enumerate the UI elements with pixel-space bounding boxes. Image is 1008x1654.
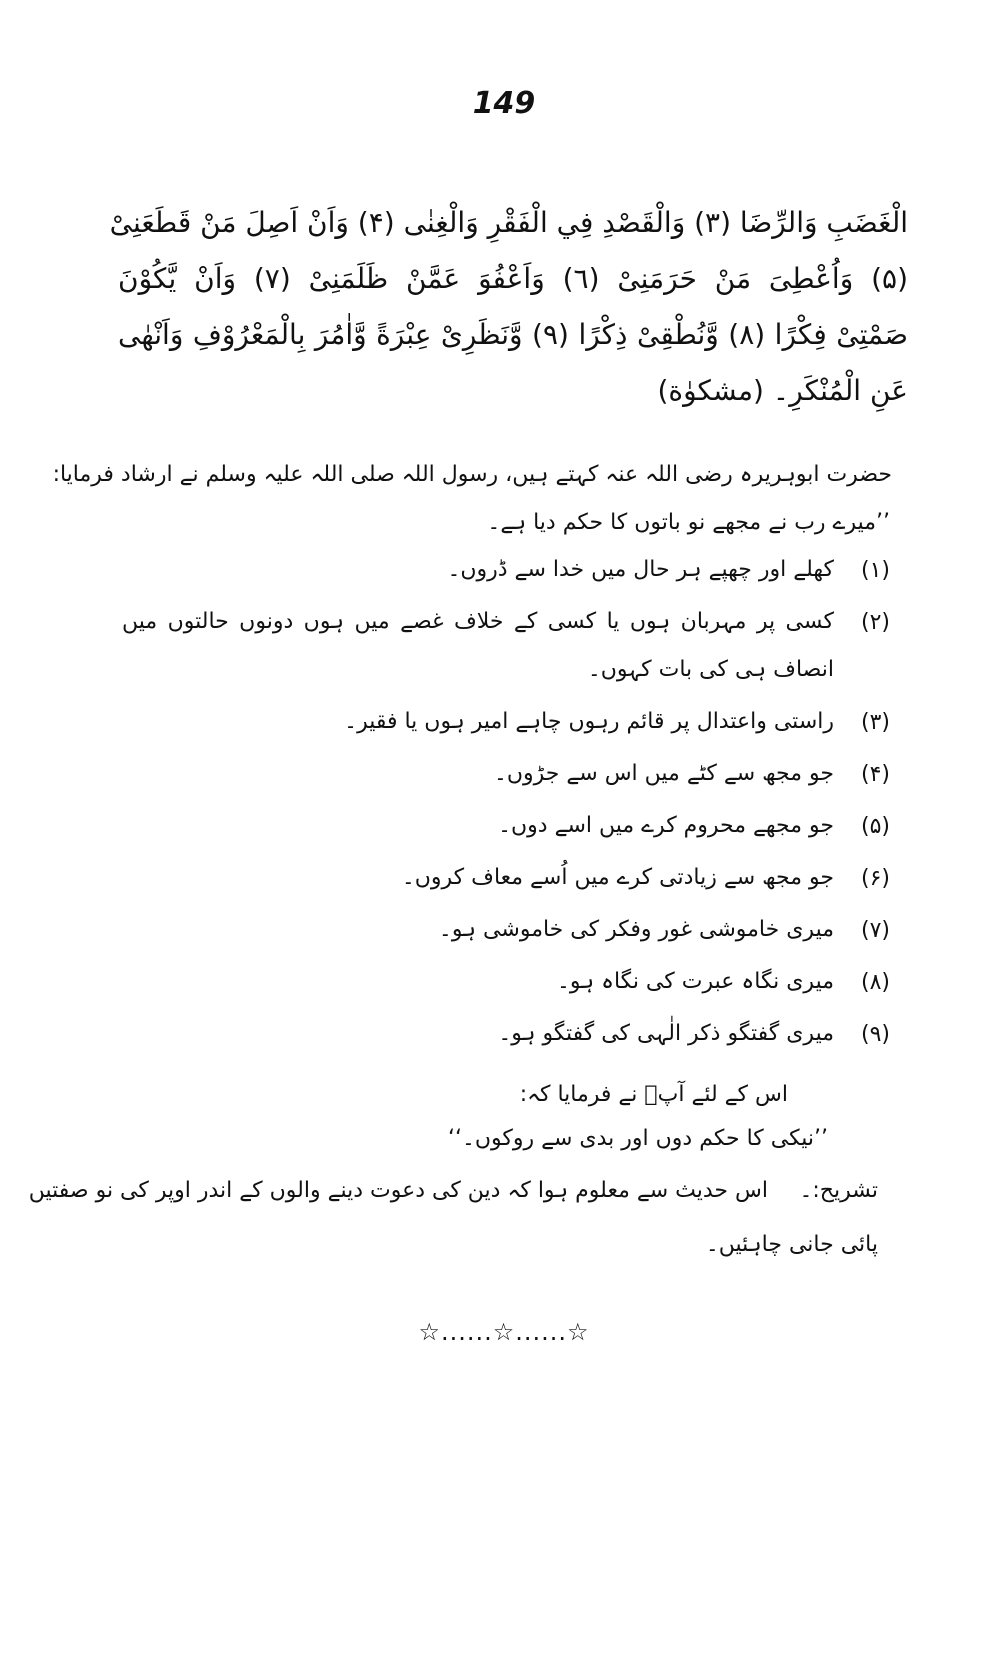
explanation-label: تشریح:۔ [799, 1178, 878, 1203]
urdu-quote-open: ’’میرے رب نے مجھے نو باتوں کا حکم دیا ہے۔ [487, 510, 890, 535]
explanation-text: اس حدیث سے معلوم ہوا کہ دین کی دعوت دینے والوں کے اندر اوپر کی نو صفتیں [28, 1178, 768, 1203]
list-text: راستی واعتدال پر قائم رہوں چاہے امیر ہوں یا فقیر۔ [344, 709, 834, 734]
list-item [122, 762, 890, 798]
list-item [122, 710, 890, 746]
list-item [122, 814, 890, 850]
urdu-after-line-1: اس کے لئے آپؐ نے فرمایا کہ: [519, 1082, 788, 1107]
numbered-list [122, 558, 890, 1074]
list-number: (۹) [860, 1022, 890, 1047]
list-number: (۴) [860, 762, 890, 787]
list-text: جو مجھ سے زیادتی کرے میں اُسے معاف کروں۔ [401, 865, 834, 890]
list-item [122, 970, 890, 1006]
list-text: کھلے اور چھپے ہر حال میں خدا سے ڈروں۔ [447, 557, 834, 582]
list-number: (۶) [860, 866, 890, 891]
list-text: میری نگاہ عبرت کی نگاہ ہو۔ [556, 969, 834, 994]
list-number: (۷) [860, 918, 890, 943]
explanation [28, 1178, 878, 1203]
list-item [122, 558, 890, 594]
list-text: جو مجھ سے کٹے میں اس سے جڑوں۔ [493, 761, 834, 786]
page-number: 149 [472, 86, 536, 121]
list-item [122, 1022, 890, 1058]
list-number: (۸) [860, 970, 890, 995]
list-number: (۲) [860, 610, 890, 635]
arabic-hadith-text [109, 195, 909, 419]
list-number: (۱) [860, 558, 890, 583]
list-item [122, 918, 890, 954]
list-item [122, 866, 890, 902]
urdu-after-line-2: ’’نیکی کا حکم دوں اور بدی سے روکوں۔‘‘ [447, 1126, 828, 1151]
list-text: میری گفتگو ذکر الٰہی کی گفتگو ہو۔ [498, 1021, 834, 1046]
explanation-continued: پائی جانی چاہئیں۔ [705, 1232, 878, 1257]
list-number: (۳) [860, 710, 890, 735]
list-text: جو مجھے محروم کرے میں اسے دوں۔ [498, 813, 834, 838]
list-item [122, 610, 890, 694]
star-divider: ☆......☆......☆ [418, 1318, 590, 1346]
urdu-intro: حضرت ابوہریرہ رضی اللہ عنہ کہتے ہیں، رسول اللہ صلی اللہ علیہ وسلم نے ارشاد فرمایا: [52, 462, 892, 487]
list-text: کسی پر مہربان ہوں یا کسی کے خلاف غصے میں ہوں دونوں حالتوں میں انصاف ہی کی بات کہوں۔ [122, 609, 834, 682]
list-number: (۵) [860, 814, 890, 839]
arabic-line: (۵) وَاُعْطِىَ مَنْ حَرَمَنِىْ (٦) وَاَعْفُوَ عَمَّنْ ظَلَمَنِىْ (٧) وَاَنْ يَّكُوْنَ [118, 262, 909, 295]
list-text: میری خاموشی غور وفکر کی خاموشی ہو۔ [438, 917, 834, 942]
arabic-line: صَمْتِىْ فِكْرًا (٨) وَّنُطْقِىْ ذِكْرًا (٩) وَّنَظَرِىْ عِبْرَةً وَّاٰمُرَ بِالْمَعْرُوْفِ وَاَنْهٰى [118, 318, 908, 351]
arabic-line: عَنِ الْمُنْكَرِ۔ (مشكوٰة) [657, 374, 908, 407]
arabic-line: الْغَضَبِ وَالرِّضَا (٣) وَالْقَصْدِ فِي الْفَقْرِ وَالْغِنٰى (۴) وَاَنْ اَصِلَ مَنْ قَطَعَنِىْ [109, 206, 908, 239]
